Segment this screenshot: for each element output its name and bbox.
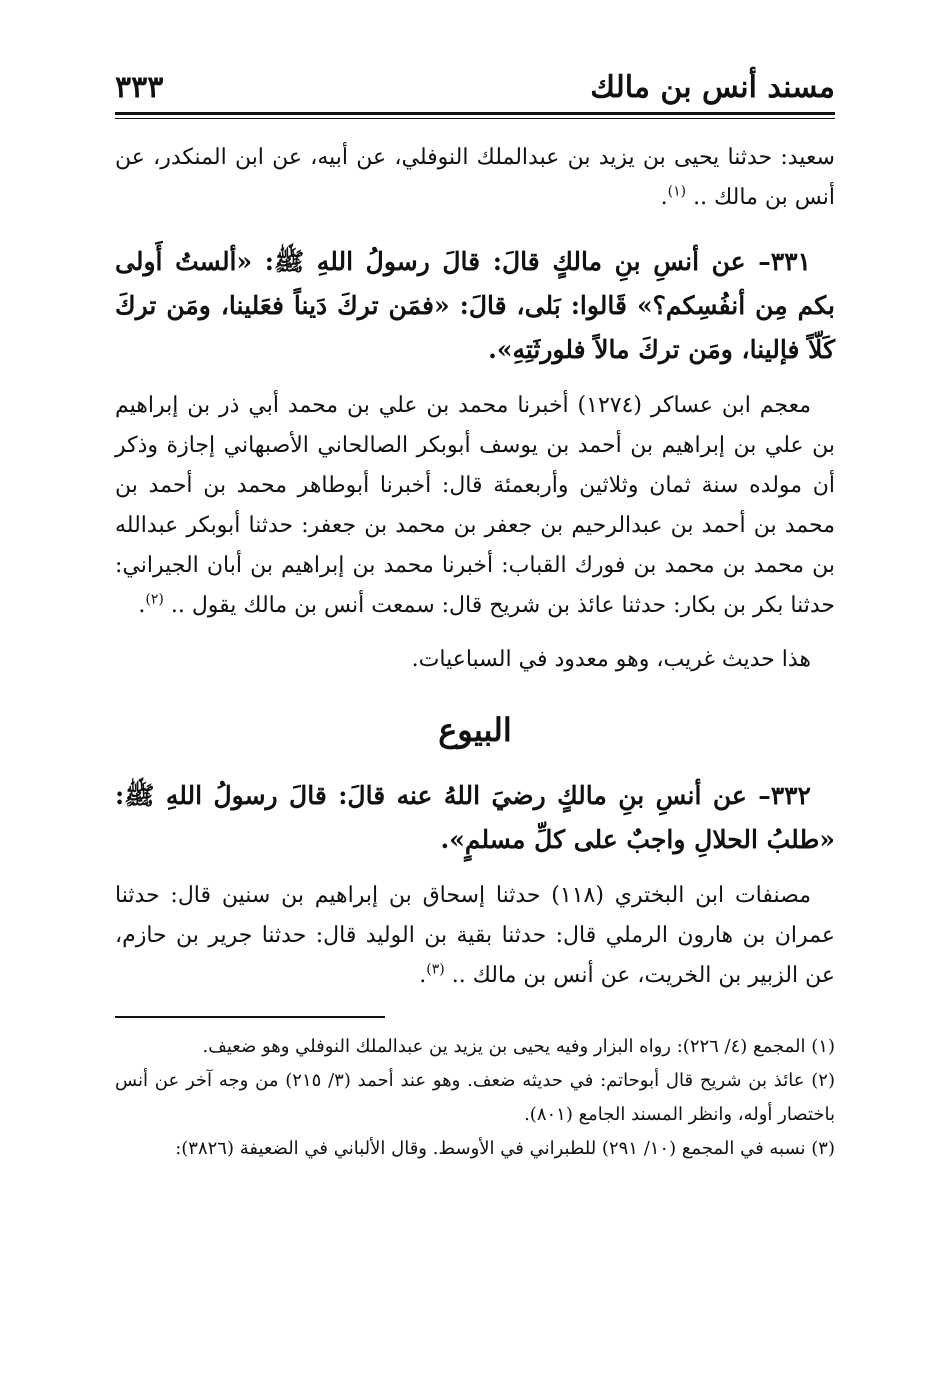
isnad-paragraph-2: مصنفات ابن البختري (١١٨) حدثنا إسحاق بن إبراهيم بن سنين قال: حدثنا عمران بن هارون الرملي قال: حدثنا بقية بن الوليد قال: حدثنا جرير بن حازم، عن الزبير بن الخريت، عن أنس بن مالك .. $^{(٣)}$. (115, 883, 835, 988)
footnote-2: (٢) عائذ بن شريح قال أبوحاتم: في حديثه ضعف. وهو عند أحمد (٣/ ٢١٥) من وجه آخر عن أنس باختصار أوله، وانظر المسند الجامع (٨٠١). (115, 1070, 835, 1125)
section-title: البيوع (438, 711, 512, 749)
footnote-separator (115, 1016, 385, 1018)
footnote-3: (٣) نسبه في المجمع (١٠/ ٢٩١) للطبراني في الأوسط. وقال الألباني في الضعيفة (٣٨٢٦): (175, 1138, 835, 1159)
footnotes (115, 1030, 835, 1166)
page-number: ٣٣٣ (115, 70, 164, 105)
book-page (115, 60, 835, 1360)
grading-paragraph: هذا حديث غريب، وهو معدود في السباعيات. (411, 647, 811, 672)
footnote-1: (١) المجمع (٤/ ٢٢٦): رواه البزار وفيه يحيى بن يزيد ين عبدالملك النوفلي وهو ضعيف. (202, 1036, 835, 1057)
hadith-331: ٣٣١– عن أنسِ بنِ مالكٍ قالَ: قالَ رسولُ اللهِ ﷺ: «ألستُ أَولى بكم مِن أنفُسِكم؟» قَالوا: بَلى، قالَ: «فمَن تركَ دَيناً فعَلينا، ومَن تركَ كَلّاً فإلينا، ومَن تركَ مالاً فلورثَتِهِ». (115, 247, 835, 364)
hadith-332: ٣٣٢– عن أنسِ بنِ مالكٍ رضيَ اللهُ عنه قالَ: قالَ رسولُ اللهِ ﷺ: «طلبُ الحلالِ واجبٌ على كلِّ مسلمٍ». (115, 781, 835, 854)
footnote-ref: (٣) (426, 961, 445, 978)
header-rule (115, 112, 835, 115)
paragraph-continuation: سعيد: حدثنا يحيى بن يزيد بن عبدالملك النوفلي، عن أبيه، عن ابن المنكدر، عن أنس بن مالك .. $^{(١)}$. (115, 145, 835, 210)
footnote-ref: (٢) (145, 591, 164, 608)
isnad-paragraph: معجم ابن عساكر (١٢٧٤) أخبرنا محمد بن علي بن محمد أبي ذر بن إبراهيم بن علي بن إبراهيم بن أحمد بن يوسف أبوبكر الصالحاني الأصبهاني إجازة وذكر أن مولده سنة ثمان وثلاثين وأربعمئة قال: أخبرنا أبوطاهر محمد بن أحمد بن محمد بن أحمد بن عبدالرحيم بن جعفر بن محمد بن جعفر: حدثنا أبوبكر عبدالله بن محمد بن محمد بن فورك القباب: أخبرنا محمد بن إبراهيم بن أبان الجيراني: حدثنا بكر بن بكار: حدثنا عائذ بن شريح قال: سمعت أنس بن مالك يقول .. $^{(٢)}$. (115, 393, 835, 618)
paragraph-text: معجم ابن عساكر (١٢٧٤) أخبرنا محمد بن علي بن محمد أبي ذر بن إبراهيم بن علي بن إبراهيم بن أحمد بن يوسف أبوبكر الصالحاني الأصبهاني إجازة وذكر أن مولده سنة ثمان وثلاثين وأربعمئة قال: أخبرنا أبوطاهر محمد بن أحمد بن محمد بن أحمد بن عبدالرحيم بن جعفر بن محمد بن جعفر: حدثنا أبوبكر عبدالله بن محمد بن محمد بن فورك القباب: أخبرنا محمد بن إبراهيم بن أبان الجيراني: حدثنا بكر بن بكار: حدثنا عائذ بن شريح قال: سمعت أنس بن مالك يقول .. (115, 393, 835, 618)
footnote-ref: (١) (667, 183, 687, 200)
running-header (115, 60, 835, 114)
header-rule-thin (115, 118, 835, 119)
header-title: مسند أنس بن مالك (590, 70, 835, 105)
page-content (115, 138, 835, 1166)
paragraph-text: مصنفات ابن البختري (١١٨) حدثنا إسحاق بن إبراهيم بن سنين قال: حدثنا عمران بن هارون الرملي قال: حدثنا بقية بن الوليد قال: حدثنا جرير بن حازم، عن الزبير بن الخريت، عن أنس بن مالك .. (115, 883, 835, 988)
paragraph-text: سعيد: حدثنا يحيى بن يزيد بن عبدالملك النوفلي، عن أبيه، عن ابن المنكدر، عن أنس بن مالك .. (115, 145, 835, 210)
